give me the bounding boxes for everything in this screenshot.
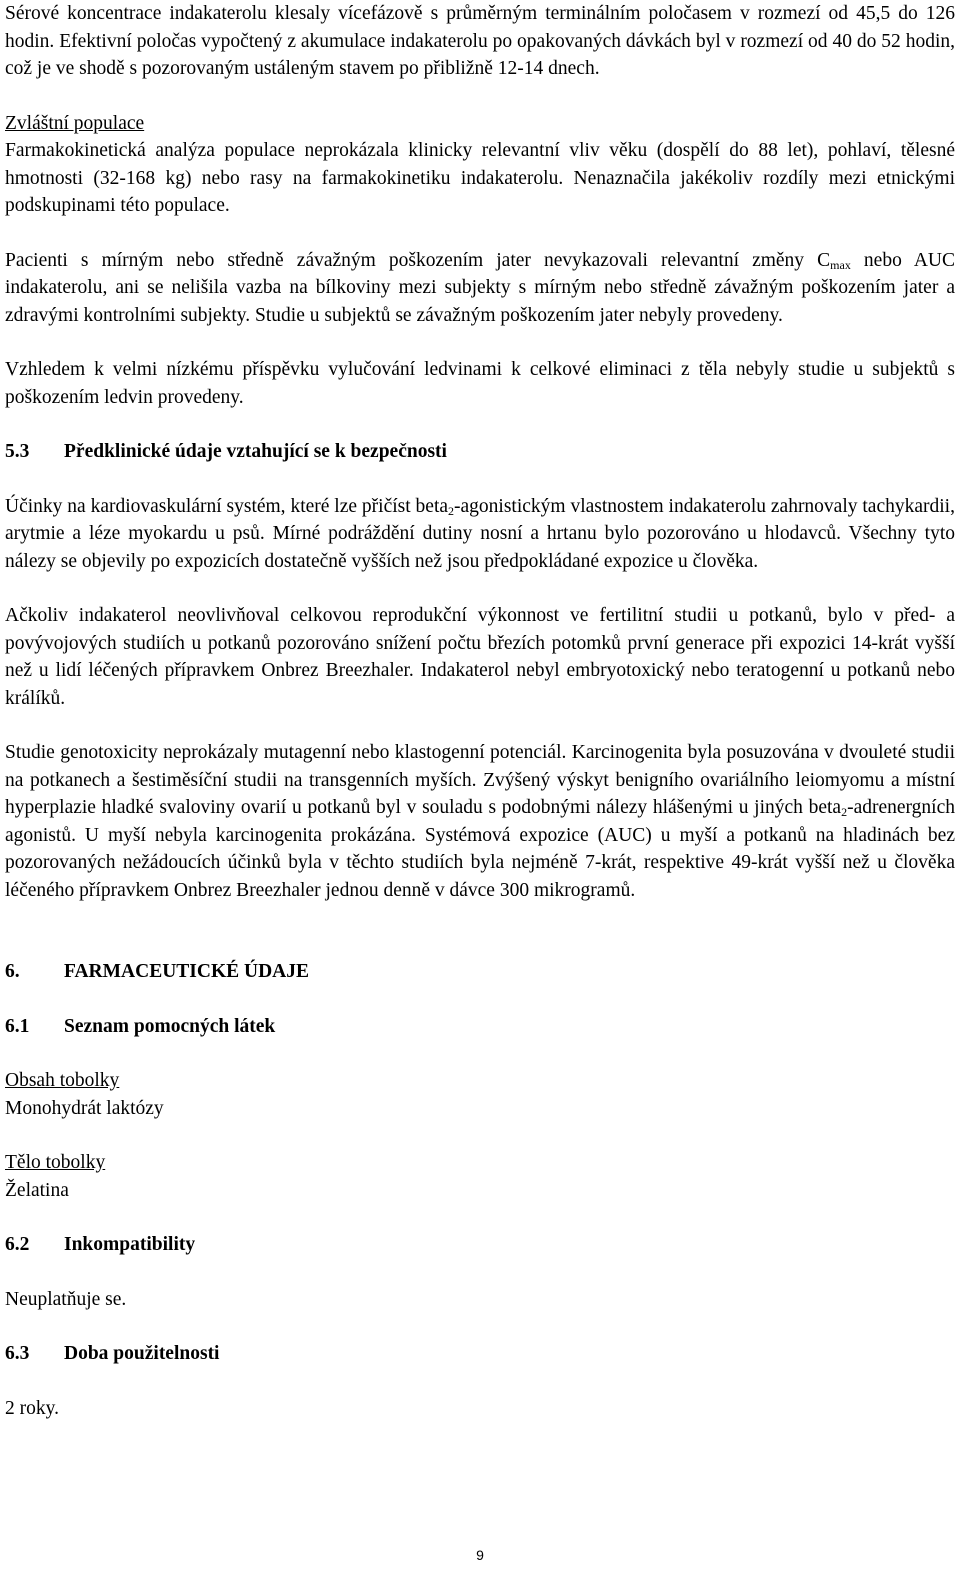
section-title: Inkompatibility	[64, 1234, 196, 1255]
section-number: 6.3	[5, 1343, 30, 1364]
paragraph-fertility: Ačkoliv indakaterol neovlivňoval celkovou reprodukční výkonnost ve fertilitní studii u potkanů, bylo v před- a povývojových studiích u potkanů pozorováno snížení počtu březích potomků první generace při expozici 14-krát vyšší než u lidí léčených přípravkem Onbrez Breezhaler. Indakaterol nebyl embryotoxický nebo teratogenní u potkanů nebo králíků.	[5, 605, 955, 709]
section-title: Předklinické údaje vztahující se k bezpečnosti	[64, 441, 447, 462]
paragraph-incompatibilities: Neuplatňuje se.	[5, 1288, 127, 1310]
paragraph-cardiovascular	[5, 493, 955, 576]
paragraph-renal-impairment: Vzhledem k velmi nízkému příspěvku vylučování ledvinami k celkové eliminaci z těla nebyly studie u subjektů s poškozením ledvin provedeny.	[5, 359, 955, 408]
section-number: 5.3	[5, 441, 30, 462]
geno-text-a: Studie genotoxicity neprokázaly mutagenní nebo klastogenní potenciál. Karcinogenita byla posuzována v dvouleté studii na potkanech a šestiměsíční studii na transgenních myších. Zvýšený výskyt benigního ovariálního leiomyomu a místní hyperplazie hladké svaloviny ovarií u potkanů byl v souladu s podobnými nálezy hlášenými u jiných beta	[5, 742, 955, 818]
paragraph-shelf-life: 2 roky.	[5, 1397, 59, 1419]
paragraph-hepatic-impairment	[5, 247, 955, 330]
section-number: 6.2	[5, 1234, 30, 1255]
cardio-text-b: -agonistickým vlastnostem indakaterolu zahrnovaly tachykardii, arytmie a léze myokardu u psů. Mírné podráždění dutiny nosní a hrtanu bylo pozorováno u hlodavců. Všechny tyto nálezy se objevily po expozicích dostatečně vyšších než jsou předpokládané expozice u člověka.	[5, 495, 955, 572]
section-title: Doba použitelnosti	[64, 1343, 220, 1364]
excipient-item: Monohydrát laktózy	[5, 1097, 164, 1119]
beta2-subscript: 2	[448, 503, 455, 518]
subheading-special-populations: Zvláštní populace	[5, 112, 145, 134]
section-heading-6	[5, 958, 955, 986]
page-number: 9	[476, 1547, 484, 1563]
excipient-item: Želatina	[5, 1179, 69, 1201]
section-heading-6-3	[5, 1340, 955, 1368]
document-page	[5, 0, 955, 1422]
section-heading-6-1	[5, 1013, 955, 1041]
subheading-capsule-shell: Tělo tobolky	[5, 1152, 106, 1173]
hepatic-text-b: nebo AUC indakaterolu, ani se nelišila vazba na bílkoviny mezi subjekty s mírným nebo středně závažným poškozením jater a zdravými kontrolními subjekty. Studie u subjektů se závažným poškozením jater nebyly provedeny.	[5, 249, 956, 326]
cmax-subscript: max	[830, 257, 851, 272]
section-title: FARMACEUTICKÉ ÚDAJE	[64, 961, 310, 982]
paragraph-special-populations: Farmakokinetická analýza populace neprokázala klinicky relevantní vliv věku (dospělí do 88 let), pohlaví, tělesné hmotnosti (32-168 kg) nebo rasy na farmakokinetiku indakaterolu. Nenaznačila jakékoliv rozdíly mezi etnickými podskupinami této populace.	[5, 140, 955, 216]
section-title: Seznam pomocných látek	[64, 1015, 276, 1037]
paragraph-genotoxicity	[5, 739, 955, 904]
hepatic-text-a: Pacienti s mírným nebo středně závažným poškozením jater nevykazovali relevantní změny C	[5, 249, 831, 271]
section-heading-6-2	[5, 1231, 955, 1259]
cardio-text-a: Účinky na kardiovaskulární systém, které lze přičíst beta	[5, 495, 449, 517]
section-number: 6.	[5, 961, 20, 982]
beta2-subscript: 2	[841, 805, 848, 819]
geno-text-b: -adrenergních agonistů. U myší nebyla karcinogenita prokázána. Systémová expozice (AUC) u myší a potkanů na hladinách bez pozorovaných nežádoucích účinků byla v těchto studiích byla nejméně 7-krát, respektive 49-krát vyšší než u člověka léčeného přípravkem Onbrez Breezhaler jednou denně v dávce 300 mikrogramů.	[5, 797, 955, 901]
section-heading-5-3	[5, 438, 955, 466]
section-number: 6.1	[5, 1015, 30, 1037]
subheading-capsule-content: Obsah tobolky	[5, 1070, 120, 1091]
paragraph-half-life: Sérové koncentrace indakaterolu klesaly vícefázově s průměrným terminálním poločasem v rozmezí od 45,5 do 126 hodin. Efektivní poločas vypočtený z akumulace indakaterolu po opakovaných dávkách byl v rozmezí od 40 do 52 hodin, což je ve shodě s pozorovaným ustáleným stavem po přibližně 12-14 dnech.	[5, 3, 955, 79]
